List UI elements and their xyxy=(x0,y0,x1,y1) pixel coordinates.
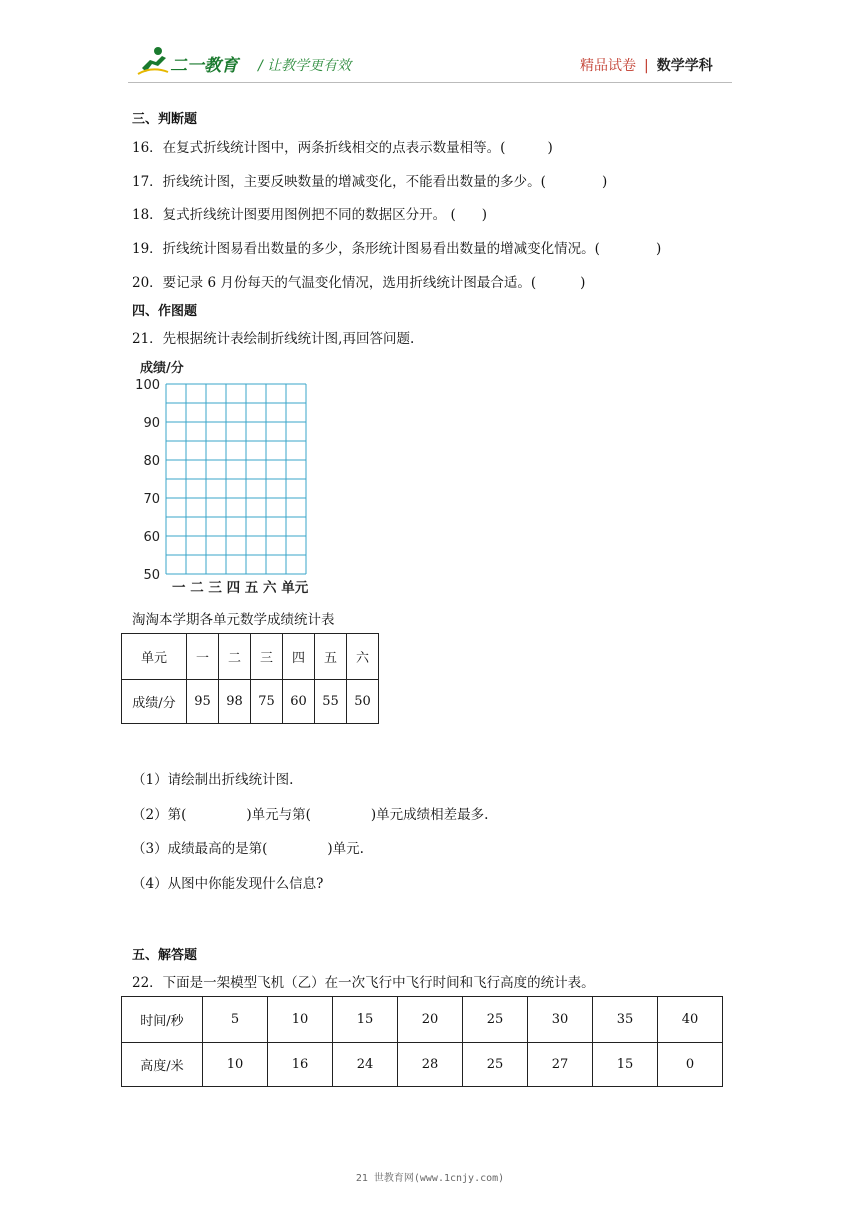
unit-cell: 五 xyxy=(315,634,347,680)
question-18 xyxy=(132,203,487,223)
time-cell: 10 xyxy=(268,997,333,1043)
brand-logo xyxy=(136,46,246,80)
subquestion-2-part-a: （2）第( xyxy=(132,807,187,823)
time-cell: 30 xyxy=(528,997,593,1043)
height-cell: 15 xyxy=(593,1043,658,1087)
row-head-unit: 单元 xyxy=(122,634,187,680)
height-cell: 25 xyxy=(463,1043,528,1087)
score-cell: 75 xyxy=(251,680,283,724)
time-cell: 25 xyxy=(463,997,528,1043)
y-tick-label: 80 xyxy=(143,454,160,469)
y-tick-label: 100 xyxy=(136,378,160,393)
question-close: ) xyxy=(655,241,662,257)
time-cell: 20 xyxy=(398,997,463,1043)
question-text: 19．折线统计图易看出数量的多少，条形统计图易看出数量的增减变化情况。( xyxy=(132,241,600,257)
table-row xyxy=(122,680,379,724)
question-text: 20．要记录 6 月份每天的气温变化情况，选用折线统计图最合适。( xyxy=(132,275,537,291)
unit-cell: 三 xyxy=(251,634,283,680)
section-draw-title: 四、作图题 xyxy=(132,304,198,319)
question-19 xyxy=(132,237,661,257)
grid-chart-svg xyxy=(136,356,336,596)
row-head-height: 高度/米 xyxy=(122,1043,203,1087)
table-row xyxy=(122,634,379,680)
y-tick-label: 90 xyxy=(143,416,160,431)
question-21-stem: 21．先根据统计表绘制折线统计图,再回答问题. xyxy=(132,331,415,347)
unit-cell: 一 xyxy=(187,634,219,680)
question-20 xyxy=(132,271,585,291)
height-cell: 10 xyxy=(203,1043,268,1087)
height-cell: 0 xyxy=(658,1043,723,1087)
score-cell: 60 xyxy=(283,680,315,724)
question-text: 18．复式折线统计图要用图例把不同的数据区分开。 ( xyxy=(132,207,456,223)
time-cell: 40 xyxy=(658,997,723,1043)
subquestion-3-part-b: )单元. xyxy=(327,841,364,857)
subject-label: 数学学科 xyxy=(656,58,713,74)
section-answer-title: 五、解答题 xyxy=(132,948,198,963)
slogan: / 让教学更有效 xyxy=(258,58,352,74)
header-divider xyxy=(128,82,732,83)
question-16 xyxy=(132,136,553,156)
table-title: 淘淘本学期各单元数学成绩统计表 xyxy=(132,612,335,628)
chart-xlabel: 一 二 三 四 五 六 单元 xyxy=(172,580,309,596)
unit-cell: 四 xyxy=(283,634,315,680)
header-right xyxy=(580,55,713,75)
subquestion-4: （4）从图中你能发现什么信息? xyxy=(132,876,324,892)
y-tick-label: 50 xyxy=(143,568,160,583)
time-cell: 15 xyxy=(333,997,398,1043)
paper-type: 精品试卷 xyxy=(580,58,636,74)
question-close: ) xyxy=(580,275,586,291)
unit-cell: 六 xyxy=(347,634,379,680)
flight-table xyxy=(121,996,723,1087)
score-cell: 55 xyxy=(315,680,347,724)
runner-logo-icon xyxy=(136,46,170,76)
question-close: ) xyxy=(601,174,608,190)
score-cell: 98 xyxy=(219,680,251,724)
time-cell: 5 xyxy=(203,997,268,1043)
y-tick-label: 60 xyxy=(143,530,160,545)
height-cell: 27 xyxy=(528,1043,593,1087)
page-footer: 21 世教育网(www.1cnjy.com) xyxy=(355,1173,505,1184)
question-22-stem: 22．下面是一架模型飞机（乙）在一次飞行中飞行时间和飞行高度的统计表。 xyxy=(132,975,595,991)
score-cell: 95 xyxy=(187,680,219,724)
question-close: ) xyxy=(481,207,488,223)
logo-text: 二一教育 xyxy=(170,56,238,76)
question-close: ) xyxy=(547,140,553,156)
question-text: 17．折线统计图，主要反映数量的增减变化，不能看出数量的多少。( xyxy=(132,174,546,190)
section-judge-title: 三、判断题 xyxy=(132,112,198,127)
score-grid-chart[interactable] xyxy=(136,356,336,596)
height-cell: 16 xyxy=(268,1043,333,1087)
score-table xyxy=(121,633,379,724)
height-cell: 28 xyxy=(398,1043,463,1087)
row-head-score: 成绩/分 xyxy=(122,680,187,724)
subquestion-2-part-b: )单元与第( xyxy=(246,807,311,823)
subquestion-3 xyxy=(132,837,364,857)
question-17 xyxy=(132,170,607,190)
time-cell: 35 xyxy=(593,997,658,1043)
height-cell: 24 xyxy=(333,1043,398,1087)
y-tick-label: 70 xyxy=(143,492,160,507)
chart-ylabel: 成绩/分 xyxy=(140,361,184,376)
table-row xyxy=(122,997,723,1043)
score-cell: 50 xyxy=(347,680,379,724)
subquestion-1: （1）请绘制出折线统计图. xyxy=(132,772,294,788)
question-text: 16．在复式折线统计图中，两条折线相交的点表示数量相等。( xyxy=(132,140,506,156)
table-row xyxy=(122,1043,723,1087)
subquestion-2 xyxy=(132,803,488,823)
row-head-time: 时间/秒 xyxy=(122,997,203,1043)
subquestion-3-part-a: （3）成绩最高的是第( xyxy=(132,841,268,857)
subquestion-2-part-c: )单元成绩相差最多. xyxy=(370,807,489,823)
unit-cell: 二 xyxy=(219,634,251,680)
header-separator: | xyxy=(644,58,649,74)
